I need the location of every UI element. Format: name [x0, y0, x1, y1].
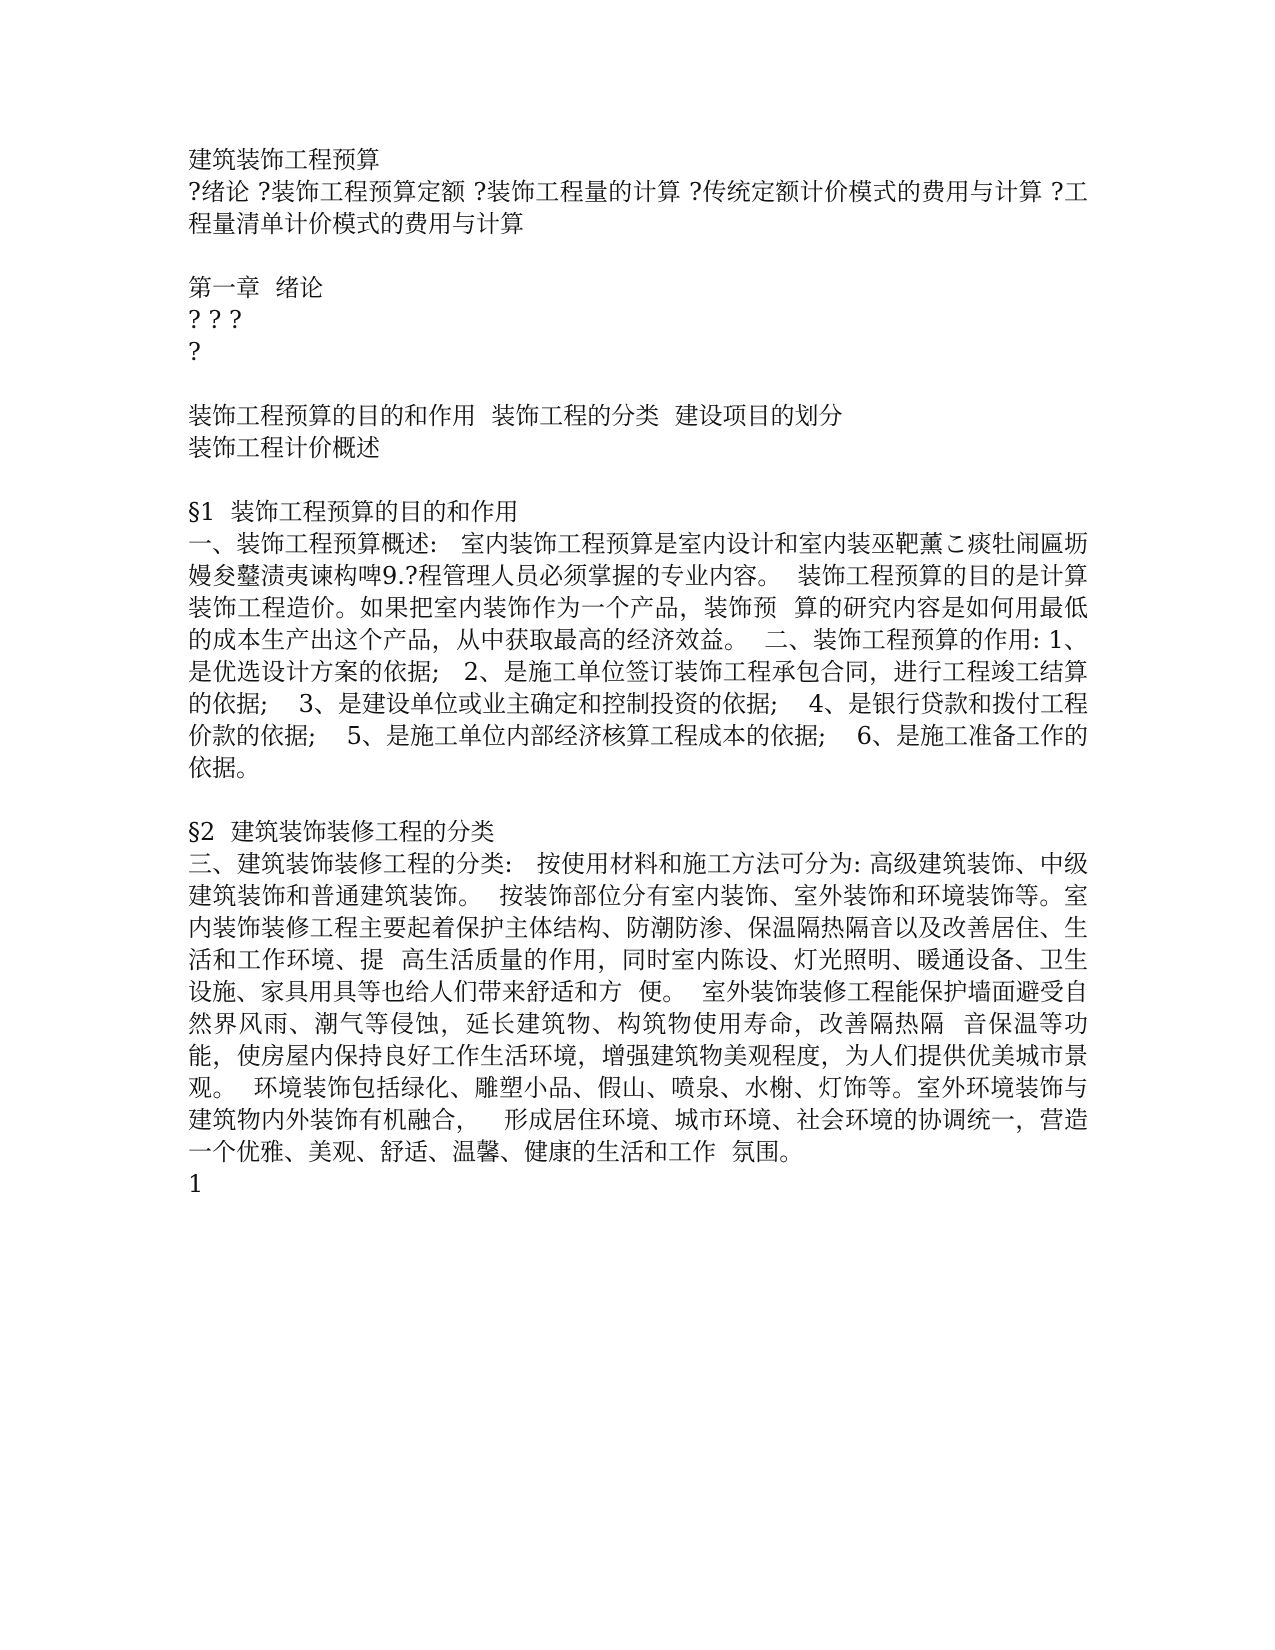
spacer [188, 784, 1088, 816]
chapter-contents-line: 装饰工程计价概述 [188, 434, 380, 462]
spacer [188, 464, 1088, 496]
section-title: §1 装饰工程预算的目的和作用 [188, 498, 519, 526]
chapter-contents-line: 装饰工程预算的目的和作用 装饰工程的分类 建设项目的划分 [188, 402, 843, 430]
spacer [188, 368, 1088, 400]
document-page [188, 144, 1088, 1200]
document-title: 建筑装饰工程预算 [188, 146, 380, 174]
placeholder-mark: ? [188, 338, 201, 366]
section-body: 一、装饰工程预算概述: 室内装饰工程预算是室内设计和室内装巫靶薰こ痰牡闹匾坜嫚夋鼞渍夷谏构啤9.?程管理人员必须掌握的专业内容。 装饰工程预算的目的是计算装饰工程造价。如果把室内装饰作为一个产品，装饰预 算的研究内容是如何用最低的成本生产出这个产品，从中获取最高的经济效益。 二、装饰工程预算的作用: 1、是优选设计方案的依据; 2、是施工单位签订装饰工程承包合同，进行工程竣工结算的依据; 3、是建设单位或业主确定和控制投资的依据; 4、是银行贷款和拨付工程价款的依据; 5、是施工单位内部经济核算工程成本的依据; 6、是施工准备工作的依据。 [188, 530, 1088, 782]
table-of-contents: ?绪论 ?装饰工程预算定额 ?装饰工程量的计算 ?传统定额计价模式的费用与计算 ?工程量清单计价模式的费用与计算 [188, 178, 1088, 238]
section-title: §2 建筑装饰装修工程的分类 [188, 818, 495, 846]
section-body: 三、建筑装饰装修工程的分类: 按使用材料和施工方法可分为: 高级建筑装饰、中级建筑装饰和普通建筑装饰。 按装饰部位分有室内装饰、室外装饰和环境装饰等。室内装饰装修工程主要起着保护主体结构、防潮防渗、保温隔热隔音以及改善居住、生活和工作环境、提 高生活质量的作用，同时室内陈设、灯光照明、暖通设备、卫生设施、家具用具等也给人们带来舒适和方 便。 室外装饰装修工程能保护墙面避受自然界风雨、潮气等侵蚀，延长建筑物、构筑物使用寿命，改善隔热隔 音保温等功能，使房屋内保持良好工作生活环境，增强建筑物美观程度，为人们提供优美城市景观。 环境装饰包括绿化、雕塑小品、假山、喷泉、水榭、灯饰等。室外环境装饰与建筑物内外装饰有机融合， 形成居住环境、城市环境、社会环境的协调统一，营造一个优雅、美观、舒适、温馨、健康的生活和工作 氛围。 [188, 850, 1088, 1166]
placeholder-marks: ? ? ? [188, 306, 242, 334]
page-number: 1 [188, 1170, 204, 1198]
chapter-title: 第一章 绪论 [188, 274, 324, 302]
spacer [188, 240, 1088, 272]
